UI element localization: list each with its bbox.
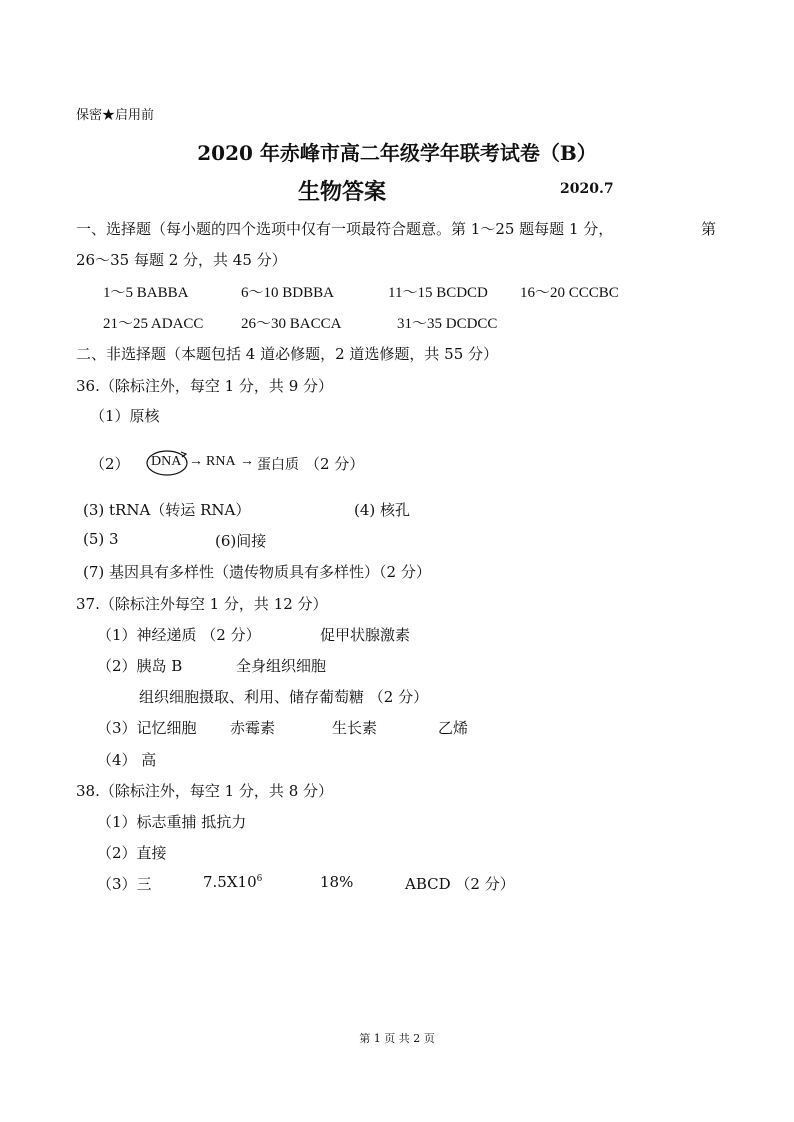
q37-answer-3d: 乙烯 (438, 719, 469, 737)
q38-answer-2: （2）直接 (97, 844, 167, 862)
q36-answer-2-label: （2） (90, 455, 130, 473)
q37-answer-3: （3）记忆细胞 (97, 719, 197, 737)
q36-answer-2-points: （2 分） (305, 455, 365, 473)
q38-header: 38.（除标注外，每空 1 分，共 8 分） (76, 782, 334, 800)
section1-heading-end: 第 (700, 220, 716, 238)
mc-answer-group: 11～15 BCDCD (388, 285, 488, 301)
mc-answer-group: 1～5 BABBA (103, 285, 189, 301)
mc-answer-group: 21～25 ADACC (103, 316, 204, 332)
q36-answer-3: (3) tRNA（转运 RNA） (83, 501, 251, 519)
q37-header: 37.（除标注外每空 1 分，共 12 分） (76, 595, 328, 613)
q36-header: 36.（除标注外，每空 1 分，共 9 分） (76, 377, 334, 395)
section2-heading: 二、非选择题（本题包括 4 道必修题，2 道选修题，共 55 分） (76, 345, 499, 363)
q37-answer-3b: 赤霉素 (230, 719, 276, 737)
population-base: 7.5X10 (203, 873, 257, 891)
q37-answer-2c: 组织细胞摄取、利用、储存葡萄糖 （2 分） (139, 688, 429, 706)
q36-answer-1: （1）原核 (90, 407, 160, 425)
flow-rna: RNA (206, 454, 236, 469)
q38-answer-3c: 18% (320, 873, 354, 891)
q37-answer-2b: 全身组织细胞 (236, 657, 327, 675)
answer-subtitle: 生物答案 (298, 179, 387, 205)
q36-answer-5: (5) 3 (83, 530, 119, 548)
section1-heading-line2: 26～35 每题 2 分，共 45 分） (76, 251, 287, 269)
flow-protein: 蛋白质 (257, 458, 299, 473)
mc-answer-group: 26～30 BACCA (241, 316, 342, 332)
section1-heading-text: 一、选择题（每小题的四个选项中仅有一项最符合题意。第 1～25 题每题 1 分， (76, 220, 614, 238)
mc-answer-group: 6～10 BDBBA (241, 285, 334, 301)
mc-answer-group: 16～20 CCCBC (520, 285, 619, 301)
flow-arrow-1: → (189, 454, 203, 469)
q38-answer-3d: ABCD （2 分） (405, 875, 515, 893)
q38-answer-3: （3）三 (97, 875, 152, 893)
exam-date: 2020.7 (560, 181, 614, 197)
confidential-label: 保密★启用前 (76, 108, 155, 123)
q36-answer-7: (7) 基因具有多样性（遗传物质具有多样性）（2 分） (83, 563, 431, 581)
q37-answer-1: （1）神经递质 （2 分） (97, 626, 261, 644)
q36-answer-6: (6)间接 (215, 532, 267, 550)
mc-answer-group: 31～35 DCDCC (397, 316, 498, 332)
q36-answer-4: (4) 核孔 (354, 501, 411, 519)
flow-arrow-2: → (240, 454, 254, 469)
q37-answer-4: （4） 高 (97, 751, 157, 769)
q37-answer-3c: 生长素 (332, 719, 378, 737)
flow-dna: DNA (151, 454, 182, 469)
section1-heading-line1 (76, 218, 716, 239)
q37-answer-1b: 促甲状腺激素 (320, 626, 411, 644)
q38-answer-3b (203, 873, 262, 891)
exam-title: 2020 年赤峰市高二年级学年联考试卷（B） (197, 141, 597, 165)
page-footer: 第 1 页 共 2 页 (359, 1032, 435, 1045)
q37-answer-2: （2）胰岛 B (97, 657, 183, 675)
q38-answer-1: （1）标志重捕 抵抗力 (97, 813, 247, 831)
central-dogma-diagram (145, 446, 305, 480)
population-exponent: 6 (256, 874, 263, 884)
